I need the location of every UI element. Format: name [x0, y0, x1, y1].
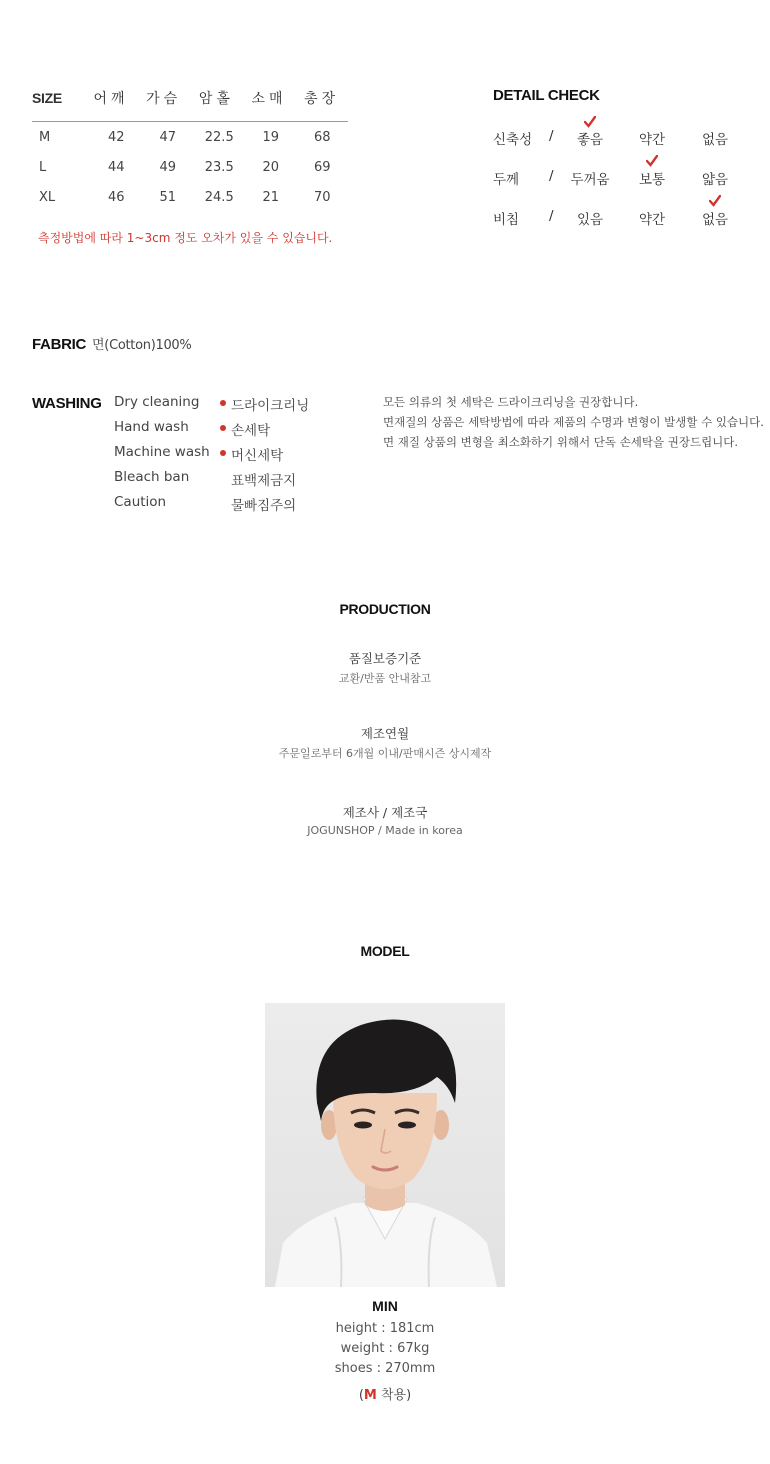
washing-item-en: Machine wash: [114, 444, 210, 460]
washing-item-en: Caution: [114, 494, 167, 510]
size-cell: 51: [159, 189, 177, 205]
washing-title: WASHING: [32, 395, 102, 412]
detail-row-stretch: [493, 128, 743, 152]
production-title: PRODUCTION: [339, 601, 431, 617]
size-cell: 19: [262, 129, 280, 145]
detail-row-thickness: [493, 168, 743, 192]
size-row-m: [32, 122, 348, 152]
size-row-xl: [32, 182, 348, 212]
size-cell: 24.5: [204, 189, 234, 205]
model-weight: weight : 67kg: [340, 1341, 430, 1356]
washing-item: [114, 419, 344, 441]
size-cell: 22.5: [204, 129, 234, 145]
washing-item-ko: 표백제금지: [231, 473, 297, 489]
bullet-icon: [220, 450, 226, 456]
washing-note: 면 재질 상품의 변형을 최소화하기 위해서 단독 손세탁을 권장드립니다.: [383, 435, 739, 449]
bullet-icon: [220, 425, 226, 431]
detail-option: 좋음: [576, 132, 604, 148]
washing-item-en: Bleach ban: [114, 469, 190, 485]
detail-option: 두꺼움: [570, 172, 610, 188]
washing-item-ko: 드라이크리닝: [231, 398, 310, 414]
size-cell: M: [39, 129, 51, 145]
detail-separator: /: [549, 208, 554, 224]
size-table: [32, 86, 348, 212]
detail-separator: /: [549, 168, 554, 184]
fabric-value: 면(Cotton)100%: [92, 338, 192, 353]
washing-item: [114, 469, 344, 491]
size-cell: 49: [159, 159, 177, 175]
detail-option: 얇음: [701, 172, 729, 188]
model-fit-size: M: [363, 1388, 377, 1403]
model-portrait-image: [265, 1003, 505, 1287]
production-detail: JOGUNSHOP / Made in korea: [307, 824, 463, 837]
size-measure-note: 측정방법에 따라 1~3cm 정도 오차가 있을 수 있습니다.: [38, 231, 333, 245]
production-detail: 교환/반품 안내참고: [338, 672, 432, 685]
detail-check-title: DETAIL CHECK: [493, 87, 600, 104]
washing-note: 모든 의류의 첫 세탁은 드라이크리닝을 권장합니다.: [383, 395, 639, 409]
washing-item-ko: 머신세탁: [231, 448, 284, 464]
size-header-sleeve: 소매: [251, 91, 287, 107]
size-cell: 21: [262, 189, 280, 205]
production-detail: 주문일로부터 6개월 이내/판매시즌 상시제작: [278, 747, 492, 760]
detail-row-sheer: [493, 208, 743, 232]
washing-item-ko: 물빠짐주의: [231, 498, 297, 514]
size-cell: 68: [313, 129, 331, 145]
model-photo: [265, 1003, 505, 1287]
model-name: MIN: [372, 1298, 398, 1314]
detail-option: 약간: [638, 212, 666, 228]
detail-label: 신축성: [493, 132, 533, 148]
fabric-section: [32, 334, 191, 353]
size-cell: 69: [313, 159, 331, 175]
model-fit-text: 착용): [376, 1388, 412, 1403]
washing-item-ko: 손세탁: [231, 423, 271, 439]
model-fit: [0, 1384, 770, 1403]
model-title: MODEL: [360, 943, 410, 959]
detail-option: 보통: [638, 172, 666, 188]
washing-item-en: Dry cleaning: [114, 394, 200, 410]
check-icon: [584, 116, 596, 128]
size-cell: 47: [159, 129, 177, 145]
size-cell: 70: [313, 189, 331, 205]
size-row-l: [32, 152, 348, 182]
size-title: SIZE: [32, 90, 62, 106]
size-cell: L: [39, 159, 47, 175]
washing-item-en: Hand wash: [114, 419, 189, 435]
detail-option: 없음: [701, 212, 729, 228]
washing-item: [114, 494, 344, 516]
detail-option: 있음: [576, 212, 604, 228]
detail-separator: /: [549, 128, 554, 144]
size-cell: 46: [107, 189, 125, 205]
production-heading: 제조사 / 제조국: [342, 805, 428, 820]
size-header-armhole: 암홀: [198, 91, 234, 107]
size-table-header: [32, 86, 348, 110]
check-icon: [709, 195, 721, 207]
bullet-icon: [220, 400, 226, 406]
size-cell: 42: [107, 129, 125, 145]
model-fit-open: (: [358, 1388, 364, 1403]
detail-option: 약간: [638, 132, 666, 148]
washing-item: [114, 394, 344, 416]
production-heading: 품질보증기준: [348, 651, 422, 666]
model-height: height : 181cm: [335, 1321, 435, 1336]
detail-label: 두께: [493, 172, 520, 188]
size-cell: 20: [262, 159, 280, 175]
size-header-length: 총장: [304, 91, 340, 107]
size-cell: 44: [107, 159, 125, 175]
size-cell: 23.5: [204, 159, 234, 175]
fabric-title: FABRIC: [32, 336, 87, 353]
check-icon: [646, 155, 658, 167]
production-heading: 제조연월: [360, 726, 410, 741]
size-header-shoulder: 어깨: [93, 91, 129, 107]
size-header-chest: 가슴: [146, 91, 182, 107]
washing-item: [114, 444, 344, 466]
size-cell: XL: [39, 189, 56, 205]
washing-note: 면재질의 상품은 세탁방법에 따라 제품의 수명과 변형이 발생할 수 있습니다.: [383, 415, 764, 429]
model-shoes: shoes : 270mm: [334, 1361, 436, 1376]
detail-option: 없음: [701, 132, 729, 148]
detail-label: 비침: [493, 212, 520, 228]
